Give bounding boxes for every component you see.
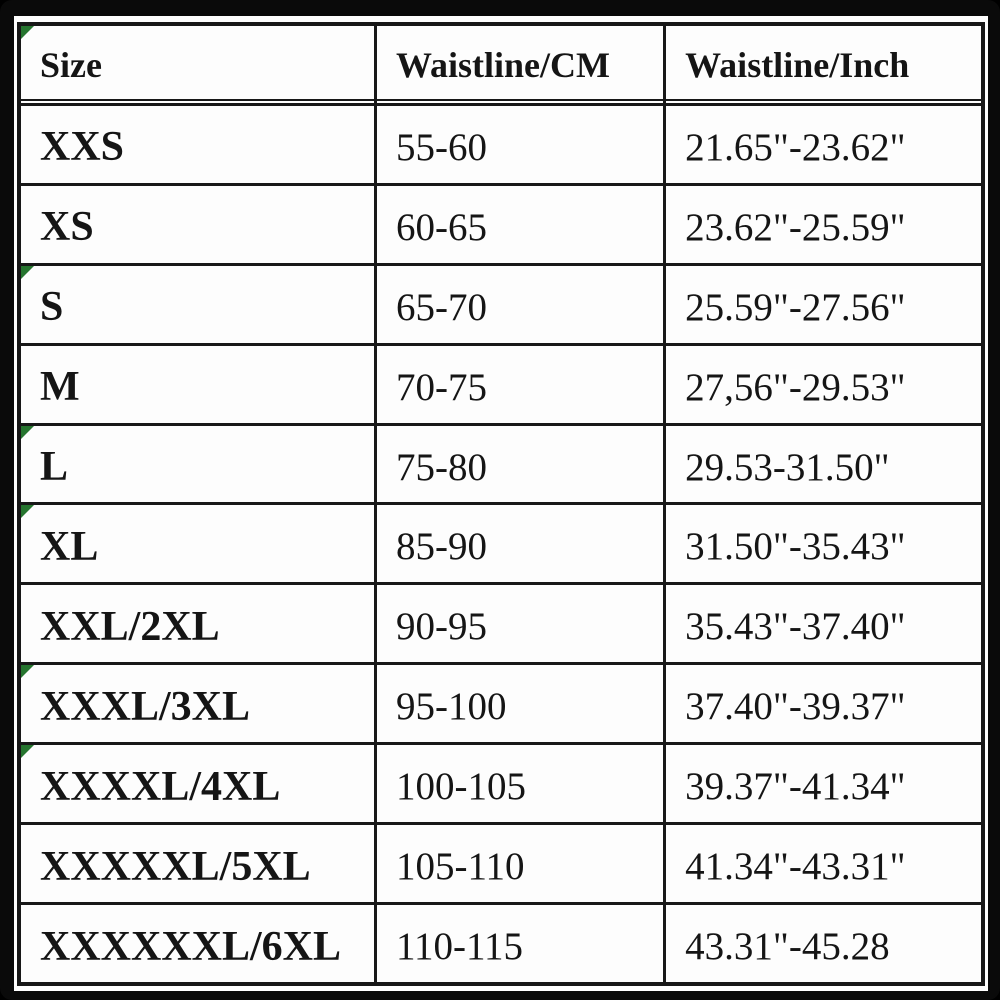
inch-cell-s-label: 25.59"-27.56" <box>685 285 906 329</box>
size-cell-xl <box>21 505 374 582</box>
cm-cell-s-label: 65-70 <box>395 285 487 329</box>
cm-cell-xxxl-3xl-label: 95-100 <box>395 685 507 729</box>
size-cell-xxs-label: XXS <box>40 124 125 171</box>
inch-cell-xs <box>666 186 981 263</box>
size-cell-xs <box>21 186 374 263</box>
inch-cell-xxs <box>666 106 981 183</box>
size-cell-m <box>21 346 374 423</box>
size-cell-xxl-2xl-label: XXL/2XL <box>40 603 220 650</box>
green-corner-marker-icon <box>21 266 34 279</box>
inch-cell-xxxxxl-5xl-label: 41.34"-43.31" <box>685 845 906 889</box>
header-cell-waistline-cm <box>377 26 663 103</box>
inch-cell-xxl-2xl-label: 35.43"-37.40" <box>685 605 906 649</box>
header-cell-size-label: Size <box>40 45 102 86</box>
inch-cell-l <box>666 426 981 503</box>
size-cell-xl-label: XL <box>40 523 99 570</box>
cm-cell-xxxxxl-5xl <box>377 825 663 902</box>
inch-cell-xxxxl-4xl <box>666 745 981 822</box>
inch-cell-xxxxxxl-6xl <box>666 905 981 982</box>
cm-cell-xl <box>377 505 663 582</box>
green-corner-marker-icon <box>21 505 34 518</box>
inch-cell-xl-label: 31.50"-35.43" <box>685 525 906 569</box>
inch-cell-xxxxxxl-6xl-label: 43.31"-45.28 <box>685 925 890 969</box>
inch-cell-xxxxl-4xl-label: 39.37"-41.34" <box>685 765 906 809</box>
inch-cell-l-label: 29.53-31.50" <box>685 445 890 489</box>
green-corner-marker-icon <box>21 665 34 678</box>
size-cell-xxxxl-4xl-label: XXXXL/4XL <box>40 763 281 810</box>
cm-cell-l <box>377 426 663 503</box>
inch-cell-xs-label: 23.62"-25.59" <box>685 205 906 249</box>
size-cell-xxxxl-4xl <box>21 745 374 822</box>
cm-cell-xxxxxxl-6xl-label: 110-115 <box>395 925 524 969</box>
header-cell-size <box>21 26 374 103</box>
cm-cell-xxxxxxl-6xl <box>377 905 663 982</box>
cm-cell-m-label: 70-75 <box>395 365 487 409</box>
inch-cell-xl <box>666 505 981 582</box>
inch-cell-s <box>666 266 981 343</box>
green-corner-marker-icon <box>21 426 34 439</box>
cm-cell-xxs-label: 55-60 <box>395 125 487 169</box>
cm-cell-xl-label: 85-90 <box>395 525 487 569</box>
inch-cell-xxxxxl-5xl <box>666 825 981 902</box>
size-cell-xxxxxl-5xl-label: XXXXXL/5XL <box>40 843 311 890</box>
cm-cell-xxl-2xl-label: 90-95 <box>395 605 487 649</box>
size-cell-xxl-2xl <box>21 585 374 662</box>
size-cell-l-label: L <box>40 444 69 491</box>
cm-cell-xxxxl-4xl <box>377 745 663 822</box>
cm-cell-l-label: 75-80 <box>395 445 487 489</box>
size-cell-xxxl-3xl <box>21 665 374 742</box>
size-cell-xxxxxxl-6xl <box>21 905 374 982</box>
size-cell-xs-label: XS <box>40 204 94 251</box>
cm-cell-xxxl-3xl <box>377 665 663 742</box>
cm-cell-m <box>377 346 663 423</box>
size-cell-xxxl-3xl-label: XXXL/3XL <box>40 683 251 730</box>
green-corner-marker-icon <box>21 745 34 758</box>
size-cell-s-label: S <box>40 284 64 331</box>
cm-cell-xxl-2xl <box>377 585 663 662</box>
size-cell-m-label: M <box>40 364 80 411</box>
inch-cell-xxl-2xl <box>666 585 981 662</box>
inch-cell-m <box>666 346 981 423</box>
inch-cell-m-label: 27,56"-29.53" <box>685 365 906 409</box>
cm-cell-s <box>377 266 663 343</box>
cm-cell-xs-label: 60-65 <box>395 205 487 249</box>
size-cell-xxs <box>21 106 374 183</box>
inch-cell-xxxl-3xl-label: 37.40"-39.37" <box>685 685 906 729</box>
size-chart-sheet <box>14 16 988 991</box>
green-corner-marker-icon <box>21 26 34 39</box>
inch-cell-xxxl-3xl <box>666 665 981 742</box>
header-cell-waistline-cm-label: Waistline/CM <box>395 45 610 86</box>
inch-cell-xxs-label: 21.65"-23.62" <box>685 125 906 169</box>
header-cell-waistline-inch <box>666 26 981 103</box>
size-cell-l <box>21 426 374 503</box>
header-cell-waistline-inch-label: Waistline/Inch <box>685 45 910 86</box>
cm-cell-xs <box>377 186 663 263</box>
size-chart-table <box>17 22 985 986</box>
cm-cell-xxxxxl-5xl-label: 105-110 <box>395 845 525 889</box>
cm-cell-xxs <box>377 106 663 183</box>
size-cell-xxxxxxl-6xl-label: XXXXXXL/6XL <box>40 923 342 970</box>
size-cell-s <box>21 266 374 343</box>
cm-cell-xxxxl-4xl-label: 100-105 <box>395 765 526 809</box>
size-cell-xxxxxl-5xl <box>21 825 374 902</box>
